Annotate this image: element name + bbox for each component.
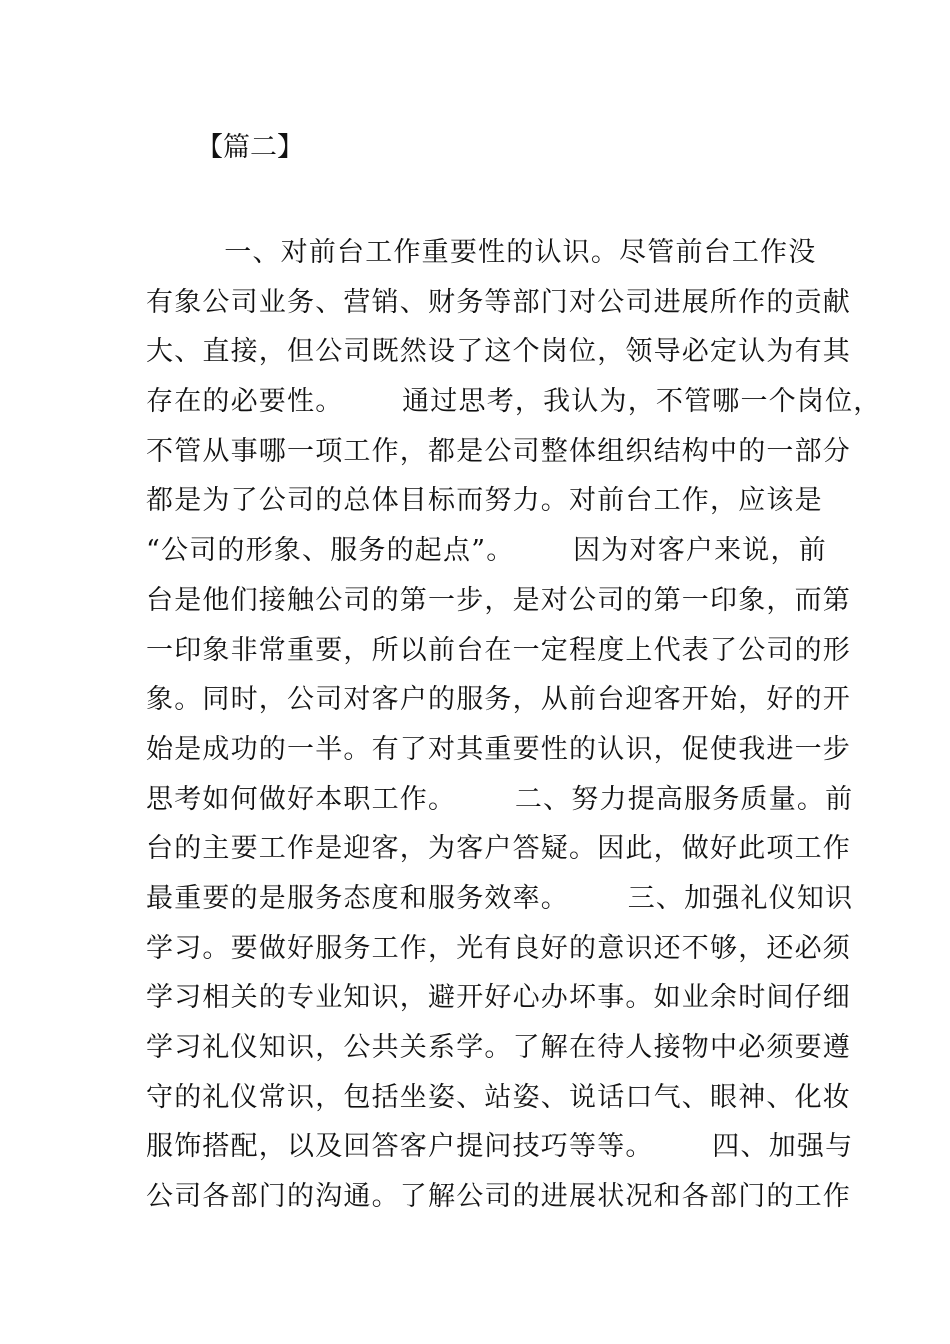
text-line: 有象公司业务、营销、财务等部门对公司进展所作的贡献 [146,286,851,318]
text-line: 存在的必要性。 通过思考，我认为，不管哪一个岗位， [146,386,882,418]
text-line: 都是为了公司的总体目标而努力。对前台工作，应该是 [146,485,823,517]
text-line: 台的主要工作是迎客，为客户答疑。因此，做好此项工作 [146,833,851,865]
text-line: 象。同时，公司对客户的服务，从前台迎客开始，好的开 [146,684,851,716]
text-line: 公司各部门的沟通。了解公司的进展状况和各部门的工作 [146,1181,851,1213]
text-line: 台是他们接触公司的第一步，是对公司的第一印象，而第 [146,584,851,616]
text-line: 守的礼仪常识，包括坐姿、站姿、说话口气、眼神、化妆 [146,1081,851,1113]
section-heading: 【篇二】 [196,132,304,163]
text-line: 学习礼仪知识，公共关系学。了解在待人接物中必须要遵 [146,1032,851,1063]
text-line: 服饰搭配，以及回答客户提问技巧等等。 四、加强与 [146,1131,854,1163]
body-text [146,228,882,1222]
text-line: 一、对前台工作重要性的认识。尽管前台工作没 [146,237,817,268]
text-line: 大、直接，但公司既然设了这个岗位，领导必定认为有其 [146,336,851,368]
text-line: “公司的形象、服务的起点”。 因为对客户来说，前 [146,535,827,567]
text-line: 不管从事哪一项工作，都是公司整体组织结构中的一部分 [146,435,851,467]
text-line: 学习相关的专业知识，避开好心办坏事。如业余时间仔细 [146,982,851,1014]
text-line: 始是成功的一半。有了对其重要性的认识，促使我进一步 [146,733,851,765]
text-line: 一印象非常重要，所以前台在一定程度上代表了公司的形 [146,634,851,666]
text-line: 最重要的是服务态度和服务效率。 三、加强礼仪知识 [146,882,854,914]
text-line: 思考如何做好本职工作。 二、努力提高服务质量。前 [146,783,854,815]
text-line: 学习。要做好服务工作，光有良好的意识还不够，还必须 [146,932,851,964]
